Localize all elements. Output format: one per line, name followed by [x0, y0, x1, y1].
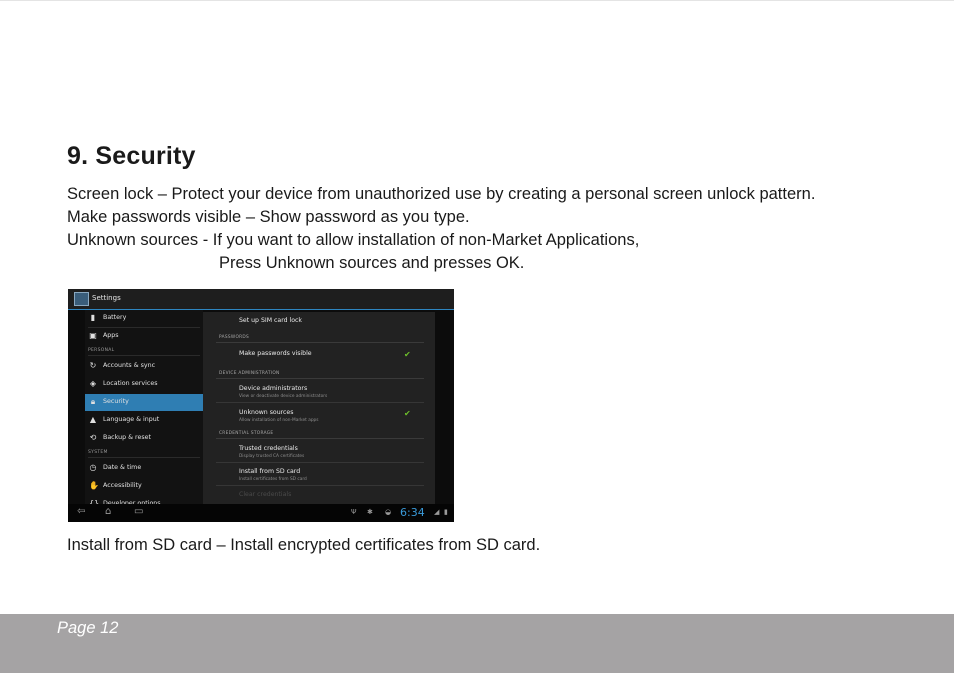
sidebar-item-label: Apps	[103, 332, 119, 339]
sidebar-item-battery[interactable]	[85, 310, 203, 327]
sidebar-item-apps[interactable]	[85, 328, 203, 345]
security-settings-pane	[203, 312, 435, 504]
top-border	[0, 0, 954, 1]
accessibility-icon: ✋	[89, 481, 99, 490]
language-icon: ▲	[89, 415, 97, 424]
sidebar-item-label: Accounts & sync	[103, 362, 156, 369]
section-personal: PERSONAL	[88, 348, 115, 353]
section-credential-storage: CREDENTIAL STORAGE	[219, 431, 274, 436]
location-icon: ◈	[89, 379, 97, 388]
system-bar	[68, 504, 454, 522]
section-divider	[216, 378, 424, 379]
settings-screenshot	[68, 289, 454, 522]
clear-credentials-title[interactable]: Clear credentials	[239, 491, 292, 498]
section-divider	[216, 342, 424, 343]
unknown-sources-title[interactable]: Unknown sources	[239, 409, 294, 416]
sidebar-item-label: Battery	[103, 314, 127, 321]
trusted-credentials-subtitle: Display trusted CA certificates	[239, 454, 305, 459]
trusted-credentials-title[interactable]: Trusted credentials	[239, 445, 298, 452]
battery-status-icon: ▮	[444, 508, 448, 516]
lock-icon: 🔒︎	[90, 397, 96, 406]
section-system: SYSTEM	[88, 450, 108, 455]
divider	[216, 485, 424, 486]
sync-icon: ↻	[89, 361, 97, 370]
unknown-sources-continuation: Press Unknown sources and presses OK.	[219, 254, 525, 272]
clock-icon: ◷	[89, 463, 97, 472]
sidebar-item-date-time[interactable]	[85, 460, 203, 477]
android-icon: ✱	[367, 508, 373, 516]
page-footer	[0, 614, 954, 673]
settings-left-pane	[85, 310, 203, 504]
recent-apps-icon[interactable]: ▭	[134, 506, 144, 517]
usb-icon: Ψ	[351, 508, 357, 516]
sidebar-item-label: Language & input	[103, 416, 160, 423]
make-visible-checkbox[interactable]: ✔	[404, 350, 411, 359]
sidebar-item-label: Date & time	[103, 464, 142, 471]
unknown-sources-text: Unknown sources - If you want to allow installation of non-Market Applications,	[67, 231, 640, 249]
unknown-sources-subtitle: Allow installation of non-Market apps	[239, 418, 319, 423]
sidebar-item-location[interactable]	[85, 376, 203, 393]
unknown-sources-checkbox[interactable]: ✔	[404, 409, 411, 418]
device-administrators-subtitle: View or deactivate device administrators	[239, 394, 328, 399]
make-passwords-visible-title[interactable]: Make passwords visible	[239, 350, 312, 357]
sidebar-item-label: Location services	[103, 380, 158, 387]
divider	[88, 355, 200, 356]
install-sd-title[interactable]: Install from SD card	[239, 468, 301, 475]
section-device-admin: DEVICE ADMINISTRATION	[219, 371, 280, 376]
divider	[88, 457, 200, 458]
backup-icon: ⟲	[89, 433, 97, 442]
settings-app-icon	[74, 292, 89, 306]
back-icon[interactable]: ⇦	[77, 506, 86, 517]
action-bar-title: Settings	[92, 294, 121, 302]
page-heading: 9. Security	[67, 142, 196, 170]
section-divider	[216, 438, 424, 439]
sidebar-item-accessibility[interactable]	[85, 478, 203, 495]
apps-icon: ▣	[89, 331, 97, 340]
sidebar-item-label: Security	[103, 398, 129, 405]
signal-icon: ◢	[434, 508, 440, 516]
page-number: Page 12	[57, 619, 119, 637]
divider	[216, 402, 424, 403]
install-sd-text: Install from SD card – Install encrypted certificates from SD card.	[67, 536, 541, 554]
install-sd-subtitle: Install certificates from SD card	[239, 477, 307, 482]
divider	[216, 462, 424, 463]
sidebar-item-backup[interactable]	[85, 430, 203, 447]
clock-text: 6:34	[400, 506, 425, 519]
passwords-text: Make passwords visible – Show password as you type.	[67, 208, 470, 226]
sidebar-item-accounts[interactable]	[85, 358, 203, 375]
sidebar-item-security[interactable]	[85, 394, 203, 411]
sidebar-item-label: Backup & reset	[103, 434, 151, 441]
wifi-icon: ◒	[385, 508, 392, 516]
battery-icon: ▮	[90, 313, 96, 322]
screen-lock-text: Screen lock – Protect your device from unauthorized use by creating a personal screen unlock pattern.	[67, 185, 816, 203]
sidebar-item-language[interactable]	[85, 412, 203, 429]
sidebar-item-label: Accessibility	[103, 482, 142, 489]
device-administrators-title[interactable]: Device administrators	[239, 385, 308, 392]
home-icon[interactable]: ⌂	[105, 506, 112, 517]
section-passwords: PASSWORDS	[219, 335, 250, 340]
action-bar	[68, 289, 454, 310]
sim-lock-title[interactable]: Set up SIM card lock	[239, 317, 303, 324]
